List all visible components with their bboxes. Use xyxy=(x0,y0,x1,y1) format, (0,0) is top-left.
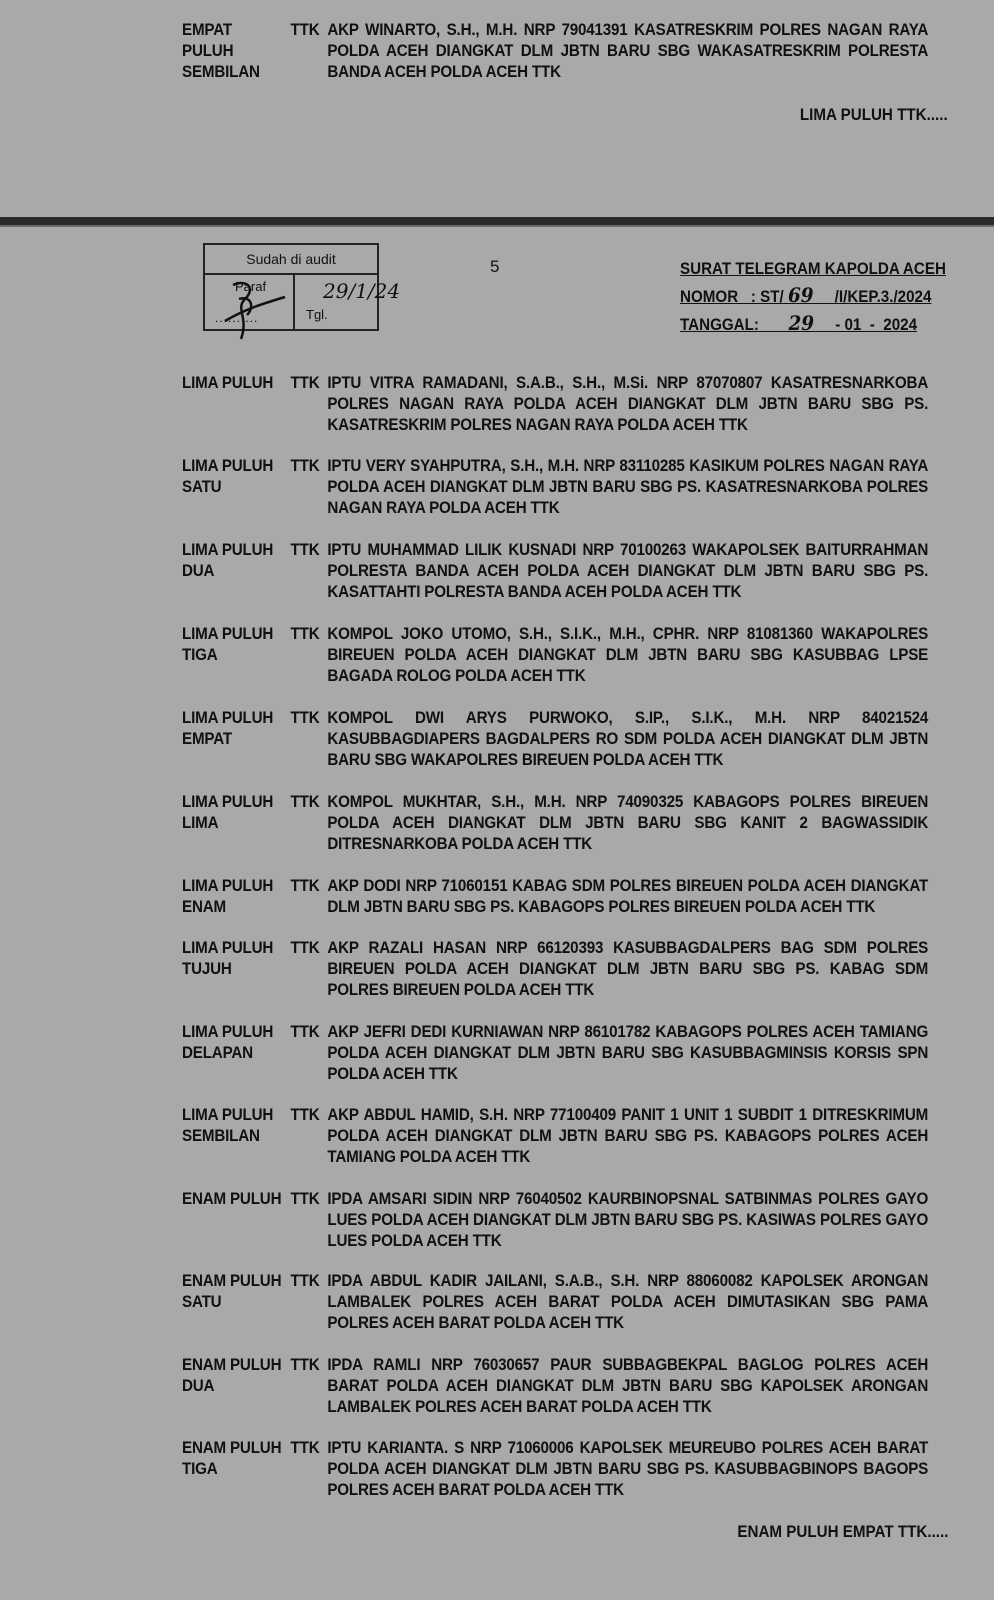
tanggal-label: TANGGAL: xyxy=(680,316,759,334)
entry-label: ENAM PULUH SATU xyxy=(182,1272,282,1311)
entry-label: LIMA PULUH TUJUH xyxy=(182,939,274,978)
entry-label: LIMA PULUH LIMA xyxy=(182,793,274,832)
entry-ttk: TTK xyxy=(290,1106,320,1124)
entry-ttk: TTK xyxy=(290,1439,320,1457)
entry-body: IPTU MUHAMMAD LILIK KUSNADI NRP 70100263 WAKAPOLSEK BAITURRAHMAN POLRESTA BANDA ACEH POLDA ACEH DIANGKAT DLM JBTN BARU SBG PS. KASATTAHTI POLRESTA BANDA ACEH POLDA ACEH TTK xyxy=(327,541,929,601)
continue-marker-top: LIMA PULUH TTK..... xyxy=(800,106,948,124)
telegram-tanggal xyxy=(680,310,946,338)
entry-body: AKP JEFRI DEDI KURNIAWAN NRP 86101782 KABAGOPS POLRES ACEH TAMIANG POLDA ACEH DIANGKAT DLM JBTN BARU SBG KASUBBAGMINSIS KORSIS SPN POLDA ACEH TTK xyxy=(327,1023,929,1083)
entry-ttk: TTK xyxy=(290,1272,320,1290)
entry-label: EMPAT PULUH SEMBILAN xyxy=(182,21,260,81)
entry-body: AKP WINARTO, S.H., M.H. NRP 79041391 KASATRESKRIM POLRES NAGAN RAYA POLDA ACEH DIANGKAT DLM JBTN BARU SBG WAKASATRESKRIM POLRESTA BANDA ACEH POLDA ACEH TTK xyxy=(327,21,929,81)
entry-label: LIMA PULUH DELAPAN xyxy=(182,1023,274,1062)
entry-label: LIMA PULUH SEMBILAN xyxy=(182,1106,274,1145)
audit-stamp xyxy=(203,243,401,331)
entry-label: ENAM PULUH xyxy=(182,1190,282,1208)
telegram-nomor xyxy=(680,282,946,310)
entry-ttk: TTK xyxy=(290,1023,320,1041)
entry-label: LIMA PULUH EMPAT xyxy=(182,709,274,748)
entry-body: KOMPOL JOKO UTOMO, S.H., S.I.K., M.H., CPHR. NRP 81081360 WAKAPOLRES BIREUEN POLDA ACEH DIANGKAT DLM JBTN BARU SBG KASUBBAG LPSE BAGADA ROLOG POLDA ACEH TTK xyxy=(327,625,929,685)
previous-page-section xyxy=(0,0,994,220)
entry-body: AKP RAZALI HASAN NRP 66120393 KASUBBAGDALPERS BAG SDM POLRES BIREUEN POLDA ACEH DIANGKAT DLM JBTN BARU SBG PS. KABAG SDM POLRES BIREUEN POLDA ACEH TTK xyxy=(327,939,929,999)
tanggal-handwritten: 29 xyxy=(788,311,815,335)
entry-body: KOMPOL DWI ARYS PURWOKO, S.IP., S.I.K., M.H. NRP 84021524 KASUBBAGDIAPERS BAGDALPERS RO SDM POLDA ACEH DIANGKAT DLM JBTN BARU SBG WAKAPOLRES BIREUEN POLDA ACEH TTK xyxy=(327,709,929,769)
entry-body: IPDA ABDUL KADIR JAILANI, S.A.B., S.H. NRP 88060082 KAPOLSEK ARONGAN LAMBALEK POLRES ACEH BARAT POLDA ACEH DIMUTASIKAN SBG PAMA POLRES ACEH BARAT POLDA ACEH TTK xyxy=(327,1272,929,1332)
entry-body: IPTU KARIANTA. S NRP 71060006 KAPOLSEK MEUREUBO POLRES ACEH BARAT POLDA ACEH DIANGKAT DLM JBTN BARU SBG PS. KASUBBAGBINOPS BAGOPS POLRES ACEH BARAT POLDA ACEH TTK xyxy=(327,1439,929,1499)
nomor-suffix: /I/KEP.3./2024 xyxy=(834,288,932,306)
entry-body: IPTU VITRA RAMADANI, S.A.B., S.H., M.Si. NRP 87070807 KASATRESNARKOBA POLRES NAGAN RAYA POLDA ACEH DIANGKAT DLM JBTN BARU SBG PS. KASATRESKRIM POLRES NAGAN RAYA POLDA ACEH TTK xyxy=(327,374,929,434)
page-number: 5 xyxy=(490,257,500,276)
page-divider-shadow xyxy=(0,225,994,227)
telegram-header xyxy=(680,256,946,338)
nomor-handwritten: 69 xyxy=(787,283,814,307)
entry-label: LIMA PULUH ENAM xyxy=(182,877,274,916)
entry-ttk: TTK xyxy=(290,939,320,957)
telegram-title: SURAT TELEGRAM KAPOLDA ACEH xyxy=(680,260,946,278)
entry-ttk: TTK xyxy=(290,709,320,727)
entry-ttk: TTK xyxy=(290,457,320,475)
entry-ttk: TTK xyxy=(290,793,320,811)
entry-body: IPTU VERY SYAHPUTRA, S.H., M.H. NRP 83110285 KASIKUM POLRES NAGAN RAYA POLDA ACEH DIANGKAT DLM JBTN BARU SBG PS. KASATRESNARKOBA POLRES NAGAN RAYA POLDA ACEH TTK xyxy=(327,457,929,517)
entry-ttk: TTK xyxy=(290,625,320,643)
entry-body: AKP DODI NRP 71060151 KABAG SDM POLRES BIREUEN POLDA ACEH DIANGKAT DLM JBTN BARU SBG PS. KABAGOPS POLRES BIREUEN POLDA ACEH TTK xyxy=(327,877,929,916)
entry-ttk: TTK xyxy=(290,1356,320,1374)
entry-label: LIMA PULUH DUA xyxy=(182,541,274,580)
entry-body: IPDA RAMLI NRP 76030657 PAUR SUBBAGBEKPAL BAGLOG POLRES ACEH BARAT POLDA ACEH DIANGKAT DLM JBTN BARU SBG KAPOLSEK ARONGAN LAMBALEK POLRES ACEH BARAT POLDA ACEH TTK xyxy=(327,1356,929,1416)
entry-ttk: TTK xyxy=(290,1190,320,1208)
paraf-label: Paraf xyxy=(235,279,267,294)
entry-ttk: TTK xyxy=(290,541,320,559)
audit-title: Sudah di audit xyxy=(205,245,377,275)
entry-ttk: TTK xyxy=(290,877,320,895)
entry-ttk: TTK xyxy=(290,374,320,392)
entry-body: KOMPOL MUKHTAR, S.H., M.H. NRP 74090325 KABAGOPS POLRES BIREUEN POLDA ACEH DIANGKAT DLM JBTN BARU SBG KANIT 2 BAGWASSIDIK DITRESNARKOBA POLDA ACEH TTK xyxy=(327,793,929,853)
tanggal-suffix: - 01 - 2024 xyxy=(835,316,918,334)
entry-label: LIMA PULUH xyxy=(182,374,274,392)
entry-label: ENAM PULUH DUA xyxy=(182,1356,282,1395)
entry-label: LIMA PULUH SATU xyxy=(182,457,274,496)
entry-body: AKP ABDUL HAMID, S.H. NRP 77100409 PANIT 1 UNIT 1 SUBDIT 1 DITRESKRIMUM POLDA ACEH DIANGKAT DLM JBTN BARU SBG PS. KABAGOPS POLRES ACEH TAMIANG POLDA ACEH TTK xyxy=(327,1106,929,1166)
entry-ttk: TTK xyxy=(290,21,320,39)
entry-label: ENAM PULUH TIGA xyxy=(182,1439,282,1478)
continue-marker-bottom: ENAM PULUH EMPAT TTK..... xyxy=(736,1523,948,1541)
page-divider xyxy=(0,217,994,225)
entry-body: IPDA AMSARI SIDIN NRP 76040502 KAURBINOPSNAL SATBINMAS POLRES GAYO LUES POLDA ACEH DIANGKAT DLM JBTN BARU SBG PS. KASIWAS POLRES GAYO LUES POLDA ACEH TTK xyxy=(327,1190,929,1250)
nomor-label: NOMOR : ST/ xyxy=(680,288,784,306)
tgl-label: Tgl. xyxy=(306,307,328,322)
audit-date-handwritten: 29/1/24 xyxy=(323,279,401,303)
entry-label: LIMA PULUH TIGA xyxy=(182,625,274,664)
paraf-dots: .......... xyxy=(215,311,259,325)
